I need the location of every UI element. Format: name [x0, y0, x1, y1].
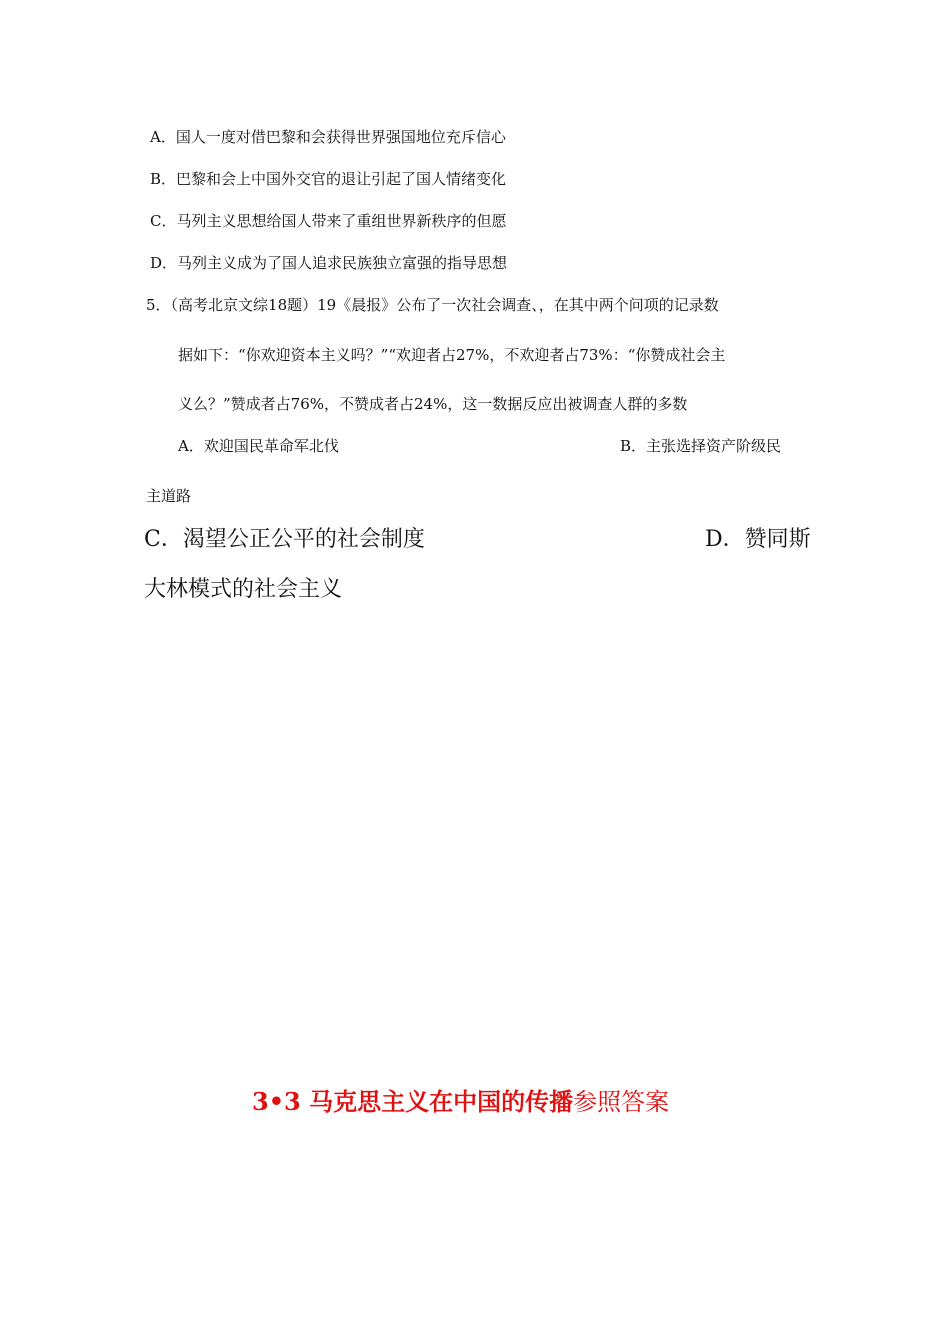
- q4-option-a: A．国人一度对借巴黎和会获得世界强国地位充斥信心: [150, 128, 506, 146]
- answer-title-suffix: 参照答案: [573, 1088, 670, 1116]
- q5-option-d-wrap: 大林模式的社会主义: [144, 577, 343, 602]
- q5-stem-line1: 5．（高考北京文综18题）19《晨报》公布了一次社会调查、，在其中两个问项的记录数: [146, 296, 719, 314]
- answer-title: [252, 1082, 669, 1117]
- answer-title-main: 3•3 马克思主义在中国的传播: [252, 1087, 574, 1116]
- q4-option-b: B．巴黎和会上中国外交官的退让引起了国人情绪变化: [150, 170, 507, 188]
- q5-option-a: A．欢迎国民革命军北伐: [178, 437, 339, 455]
- q4-option-c: C．马列主义思想给国人带来了重组世界新秩序的但愿: [150, 212, 507, 230]
- q5-option-c: C．渴望公正公平的社会制度: [144, 527, 425, 552]
- q5-stem-line2: 据如下：“你欢迎资本主义吗？”“欢迎者占27%，不欢迎者占73%：“你赞成社会主: [178, 346, 726, 364]
- q5-option-d: D．赞同斯: [705, 527, 811, 552]
- q5-option-b: B．主张选择资产阶级民: [620, 437, 782, 455]
- q4-option-d: D．马列主义成为了国人追求民族独立富强的指导思想: [150, 254, 508, 272]
- q5-stem-line3: 义么？”赞成者占76%，不赞成者占24%，这一数据反应出被调查人群的多数: [178, 395, 688, 413]
- q5-option-b-wrap: 主道路: [146, 487, 192, 505]
